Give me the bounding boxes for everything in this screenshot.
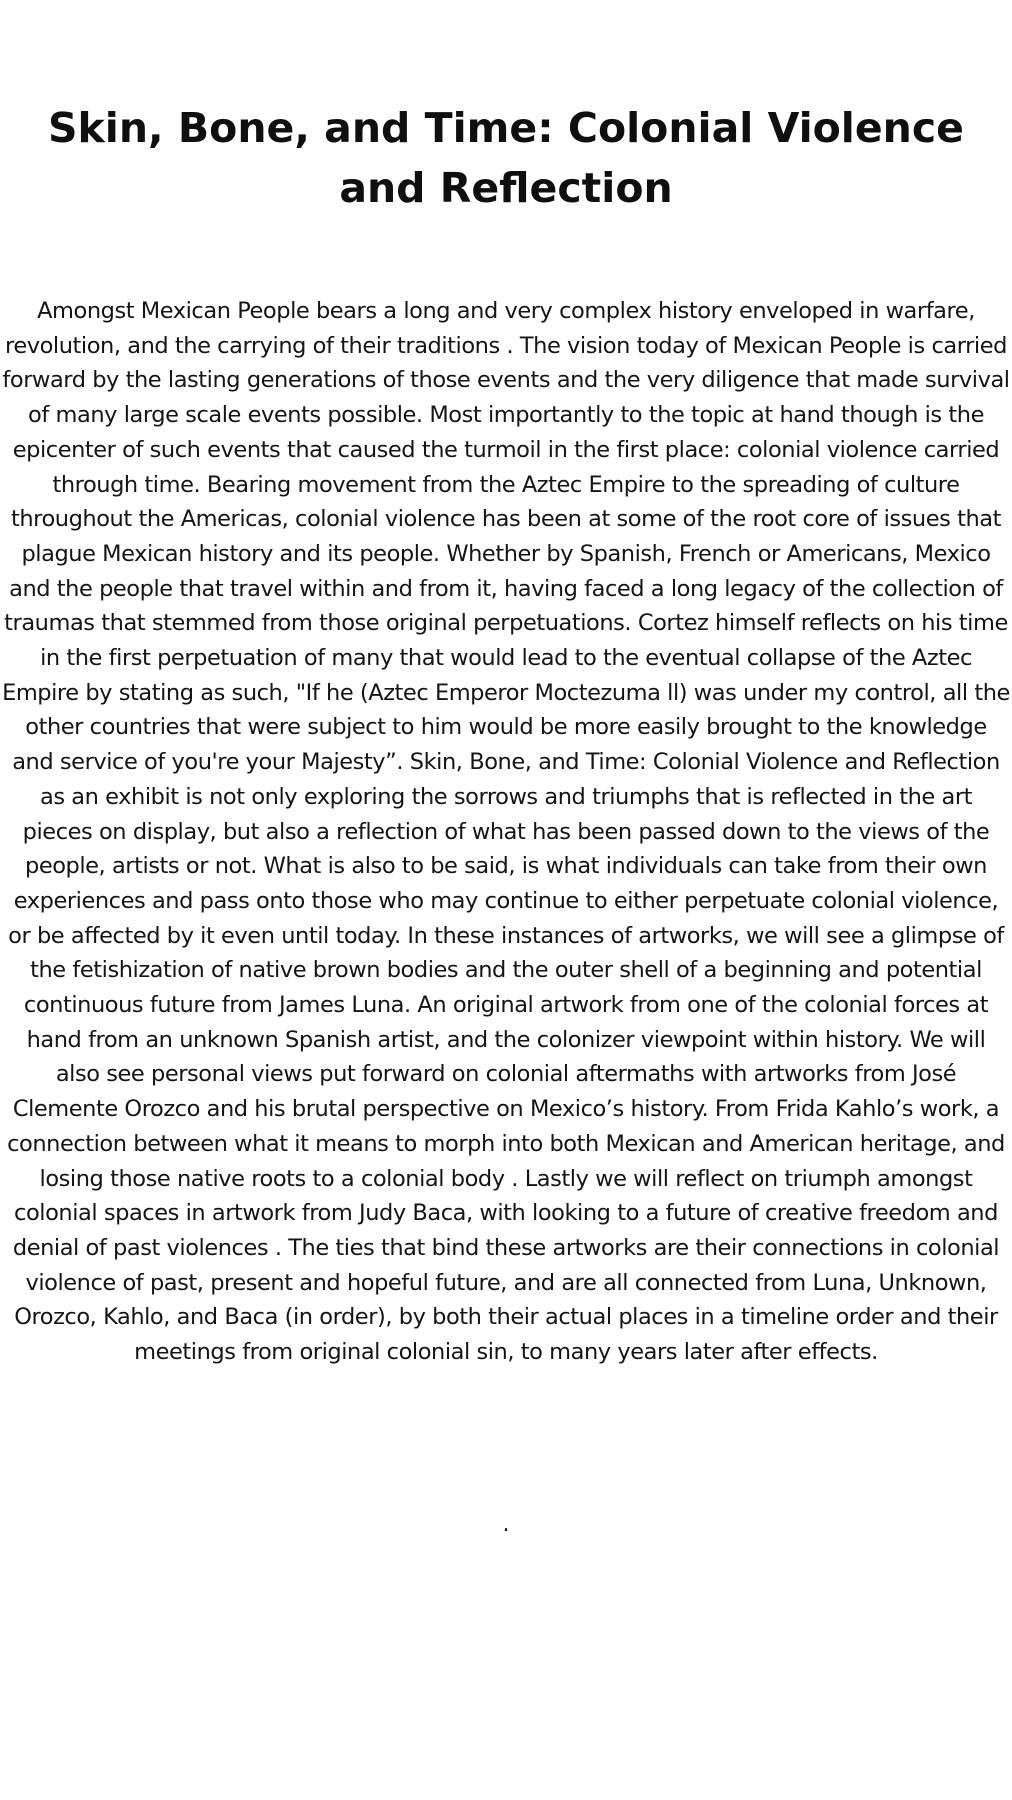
trailing-period: . — [502, 1512, 510, 1537]
body-paragraph: Amongst Mexican People bears a long and very complex history enveloped in warfare, revolution, and the carrying of their traditions . The vision today of Mexican People is carried forward by the lasting generations of those events and the very diligence that made survival of many large scale events possible. Most importantly to the topic at hand though is the epicenter of such events that caused the turmoil in the first place: colonial violence carried through time. Bearing movement from the Aztec Empire to the spreading of culture throughout the Americas, colonial violence has been at some of the root core of issues that plague Mexican history and its people. Whether by Spanish, French or Americans, Mexico and the people that travel within and from it, having faced a long legacy of the collection of traumas that stemmed from those original perpetuations. Cortez himself reflects on his time in the first perpetuation of many that would lead to the eventual collapse of the Aztec Empire by stating as such, "If he (Aztec Emperor Moctezuma ll) was under my control, all the other countries that were subject to him would be more easily brought to the knowledge and service of you're your Majesty”. Skin, Bone, and Time: Colonial Violence and Reflection as an exhibit is not only exploring the sorrows and triumphs that is reflected in the art pieces on display, but also a reflection of what has been passed down to the views of the people, artists or not. What is also to be said, is what individuals can take from their own experiences and pass onto those who may continue to either perpetuate colonial violence, or be affected by it even until today. In these instances of artworks, we will see a glimpse of the fetishization of native brown bodies and the outer shell of a beginning and potential continuous future from James Luna. An original artwork from one of the colonial forces at hand from an unknown Spanish artist, and the colonizer viewpoint within history. We will also see personal views put forward on colonial aftermaths with artworks from José Clemente Orozco and his brutal perspective on Mexico’s history. From Frida Kahlo’s work, a connection between what it means to morph into both Mexican and American heritage, and losing those native roots to a colonial body . Lastly we will reflect on triumph amongst colonial spaces in artwork from Judy Baca, with looking to a future of creative freedom and denial of past violences . The ties that bind these artworks are their connections in colonial violence of past, present and hopeful future, and are all connected from Luna, Unknown, Orozco, Kahlo, and Baca (in order), by both their actual places in a timeline order and their meetings from original colonial sin, to many years later after effects. — [2, 298, 1010, 1366]
page-title: Skin, Bone, and Time: Colonial Violence and Reflection — [48, 104, 964, 212]
